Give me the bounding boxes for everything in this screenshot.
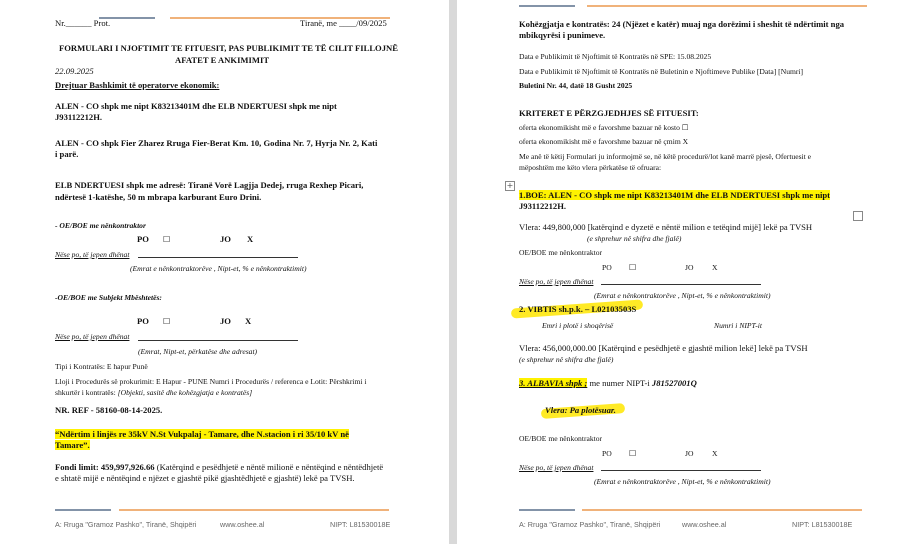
alen-address-line1: ALEN - CO shpk Fier Zharez Rruga Fier-Berat Km. 10, Godina Nr. 7, Hyrja Nr. 2, Kati [55,138,378,148]
procedure-line1: Lloji i Procedurës së prokurimit: E Hapur - PUNE Numri i Procedurës / referenca e Lotit: Përshkrimi i [55,377,367,386]
bidder3-nipt-label: me numer NIPT-i [587,378,652,388]
if-yes-label-2 [55,331,129,342]
reference-number: NR. REF - 58160-08-14-2025. [55,405,163,415]
full-name-label: Emri i plotë i shoqërisë [542,321,614,330]
jo-label: JO [220,234,231,244]
footer-address-2: A: Rruga "Gramoz Pashko", Tiranë, Shqipëri [519,520,661,529]
criteria-option-price: oferta ekonomikisht më e favorshme bazuar në çmim X [519,137,689,146]
elb-address-line1: ELB NDERTUESI shpk me adresë: Tiranë Vorë Lagjja Dedej, rruga Rexhep Picari, [55,180,364,190]
if-yes-text-4: Nëse po, të jepen dhënat [519,463,594,472]
contract-object-line2 [55,440,90,451]
subcontractor-hint-3: (Emrat e nënkontraktorëve , Nipt-et, % e nënkontraktimit) [594,477,771,486]
form-title-line2: AFATET E ANKIMIMIT [175,55,270,65]
subcontractor-data-line-2 [601,284,761,285]
subcontractor-data-line [138,257,298,258]
table-resize-handle-icon[interactable] [853,211,863,221]
jo-label-2: JO [220,316,231,326]
bidder3-nipt: J81527001Q [651,378,697,388]
duration-line2: mbikqyrësi i punimeve. [519,30,606,40]
bidder3-line [519,378,697,389]
publication-date-bulletin: Data e Publikimit të Njoftimit të Kontratës në Buletinin e Njoftimeve Publike [Data] [Numri] [519,67,804,76]
footer-bar-blue [55,509,111,511]
contract-object-text2: Tamare”. [55,440,90,450]
bulletin-number: Buletini Nr. 44, datë 18 Gusht 2025 [519,81,633,90]
footer-nipt: NIPT: L81530018E [330,520,391,529]
header-place-date: Tiranë, me ____/09/2025 [300,18,387,28]
bidder2-words-hint: (e shprehur në shifra dhe fjalë) [519,355,614,364]
fund-limit-line1 [55,462,383,473]
if-yes-label [55,249,129,260]
footer-bar-blue-2 [519,509,575,511]
subcontractor-heading-2: OE/BOE me nënkontraktor [519,248,603,257]
elb-address-line2: ndërtesë 1-katëshe, 50 m mbrapa karburant Euro Drini. [55,192,262,202]
subcontractor-heading: - OE/BOE me nënkontraktor [55,221,146,230]
intro-line2: mëposhtëm me këto vlera përkatëse të ofruara: [519,163,662,172]
checkbox-icon-3: ☐ [629,263,637,272]
subcontractor-data-line-3 [601,470,761,471]
operators-line2: J93112212H. [55,112,103,122]
contract-type: Tipi i Kontratës: E hapur Punë [55,362,148,371]
po-label-3: PO [602,263,612,272]
header-bar-blue-2 [519,5,575,7]
if-yes-label-3 [519,276,593,287]
bidder2-value: Vlera: 456,000,000.00 [Katërqind e pesëdhjetë e gjashtë milion lekë] lekë pa TVSH [519,343,808,353]
jo-label-4: JO [685,449,694,458]
footer-website-link-2[interactable]: www.oshee.al [682,520,727,529]
addressee: Drejtuar Bashkimit të operatorve ekonomik: [55,80,220,90]
support-hint: (Emrat, Nipt-et, përkatëse dhe adresat) [138,347,258,356]
footer-address: A: Rruga "Gramoz Pashko", Tiranë, Shqipëri [55,520,197,529]
criteria-option-cost: oferta ekonomikisht më e favorshme bazuar në kosto ☐ [519,123,689,132]
bidder1-words-hint: (e shprehur në shifra dhe fjalë) [587,234,682,243]
subcontractor-hint-2: (Emrat e nënkontraktorëve , Nipt-et, % e nënkontraktimit) [594,291,771,300]
procedure-line2-text: shkurtër i kontratës: [55,388,118,397]
subcontractor-heading-3: OE/BOE me nënkontraktor [519,434,603,443]
checkbox-icon-4: ☐ [629,449,637,458]
operators-line1: ALEN - CO shpk me nipt K83213401M dhe ELB NDERTUESI shpk me nipt [55,101,337,111]
footer-bar-orange [119,509,389,511]
duration-line1: Kohëzgjatja e kontratës: 24 (Njëzet e katër) muaj nga dorëzimi i sheshit të ndërtimit nga [519,19,845,29]
po-label-2: PO [137,316,149,326]
bidder1-text1: 1.BOE: ALEN - CO shpk me nipt K83213401M dhe ELB NDERTUESI shpk me nipt [519,190,831,200]
bidder1-line2: J93112212H. [519,201,567,211]
intro-line1: Me anë të këtij Formulari ju informojmë se, në këtë procedurë/lot kanë marrë pjesë, Ofertuesit e [519,152,812,161]
checkbox-icon: ☐ [163,235,171,244]
document-page-2 [457,0,900,544]
footer-nipt-2: NIPT: L81530018E [792,520,853,529]
header-bar-orange-2 [587,5,867,7]
if-yes-text: Nëse po, të jepen dhënat [55,250,130,259]
checkbox-icon-2: ☐ [163,317,171,326]
x-mark-4: X [712,449,718,458]
contract-object-text1: “Ndërtim i linjës re 35kV N.St Vukpalaj - Tamare, dhe N.stacion i ri 35/10 kV në [55,429,349,439]
bidder1-line1 [519,190,830,201]
subcontractor-hint: (Emrat e nënkontraktorëve , Nipt-et, % e nënkontraktimit) [130,264,307,273]
criteria-heading: KRITERET E PËRZGJEDHJES SË FITUESIT: [519,108,699,118]
procedure-line2 [55,387,252,398]
protocol-number: Nr.______ Prot. [55,18,111,28]
support-data-line [138,340,298,341]
jo-label-3: JO [685,263,694,272]
footer-bar-orange-2 [582,509,862,511]
fund-limit-label: Fondi limit [55,462,96,472]
x-mark: X [247,234,254,244]
x-mark-2: X [245,316,252,326]
if-yes-text-2: Nëse po, të jepen dhënat [55,332,130,341]
document-page-1 [0,0,449,544]
bidder1-value: Vlera: 449,800,000 [katërqind e dyzetë e nëntë milion e tetëqind mijë] lekë pa TVSH [519,222,813,232]
bidder3-name: 3. ALBAVIA shpk ; [519,378,588,388]
x-mark-3: X [712,263,718,272]
bidder3-value: Vlera: Pa plotësuar. [545,405,616,415]
footer-website-link[interactable]: www.oshee.al [220,520,265,529]
bidder2-name: 2. VIBTIS sh.p.k. – L02103503S [519,304,637,314]
contract-object-line1 [55,429,349,440]
po-label-4: PO [602,449,612,458]
alen-address-line2: i parë. [55,149,79,159]
procedure-line2-hint: [Objekti, sasitë dhe kohëzgjatja e kontratës] [117,388,253,397]
fund-limit-value: : 459,997,926.66 [95,462,155,472]
nipt-label: Numri i NIPT-it [714,321,762,330]
table-move-handle-icon[interactable]: + [506,181,514,190]
publication-date-spe: Data e Publikimit të Njoftimit të Kontratës në SPE: 15.08.2025 [519,52,712,61]
if-yes-label-4 [519,462,593,473]
support-heading: -OE/BOE me Subjekt Mbështetës: [55,293,162,302]
notice-date: 22.09.2025 [55,66,94,76]
fund-limit-words: (Katërqind e pesëdhjetë e nëntë milionë e nëntëqind e nëntëdhjetë [154,462,384,472]
form-title-line1: FORMULARI I NJOFTIMIT TE FITUESIT, PAS PUBLIKIMIT TE TË CILIT FILLOJNË [59,43,398,53]
fund-limit-line2: e shtatë mijë e nëntëqind e njëzet e gjashtë pikë gjashtëdhjetë e gjashtë) lekë pa TVSH. [55,473,355,483]
if-yes-text-3: Nëse po, të jepen dhënat [519,277,594,286]
po-label: PO [137,234,149,244]
